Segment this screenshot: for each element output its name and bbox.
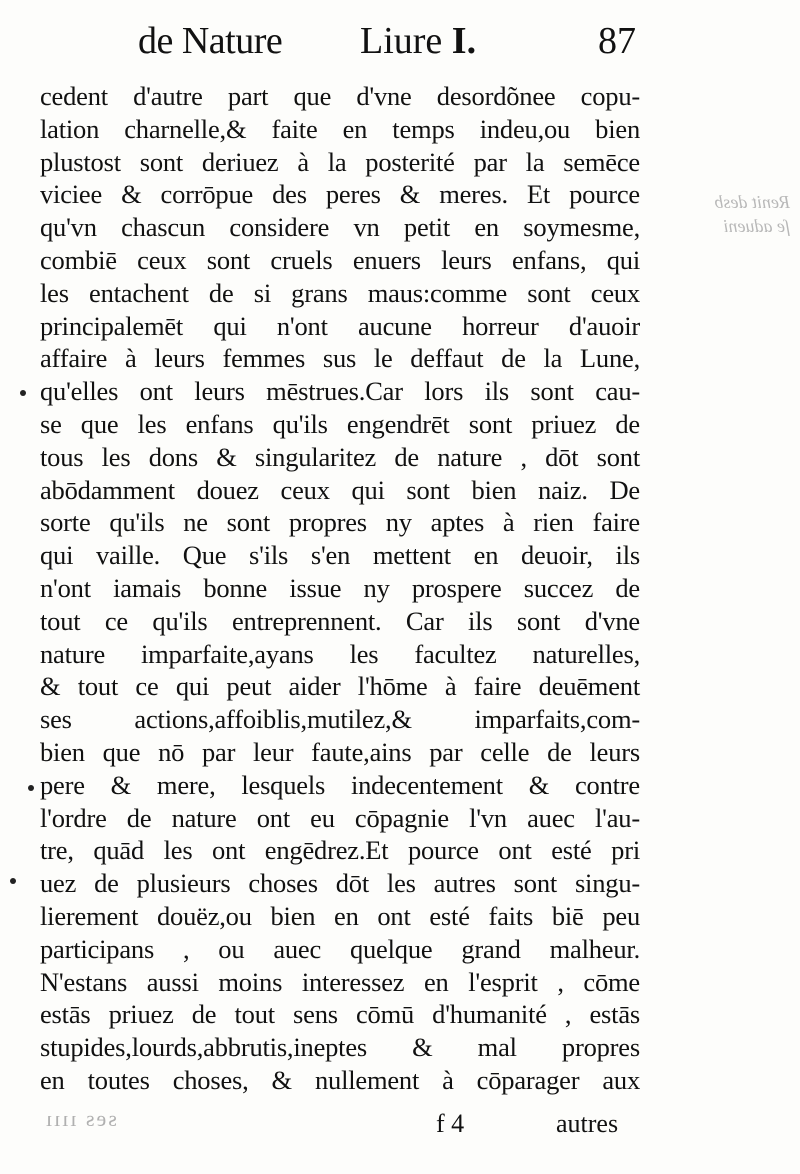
text-line: en toutes choses, & nullement à cōparager aux — [40, 1064, 640, 1095]
text-line: tout ce qu'ils entreprennent. Car ils sont d'vne — [40, 605, 640, 636]
text-line: qui vaille. Que s'ils s'en mettent en deuoir, ils — [40, 540, 640, 571]
running-title: de Nature — [138, 20, 283, 62]
text-line: ses actions,affoiblis,mutilez,& imparfaits,com- — [40, 704, 640, 735]
text-line: n'ont iamais bonne issue ny prospere succez de — [40, 572, 640, 603]
text-line: combiē ceux sont cruels enuers leurs enfans, qui — [40, 244, 640, 275]
margin-dot-mark — [28, 785, 34, 791]
text-line: N'estans aussi moins interessez en l'esprit , cōme — [40, 966, 640, 997]
margin-bleed-line: ſe adueni — [723, 216, 790, 236]
body-text — [40, 80, 640, 1097]
text-line: tre, quād les ont engēdrez.Et pource ont esté pri — [40, 835, 640, 866]
page-footer — [0, 1104, 800, 1144]
page-number: 87 — [598, 20, 636, 62]
margin-dot-mark — [20, 390, 26, 396]
text-line: estās priuez de tout sens cōmū d'humanité , estās — [40, 999, 640, 1030]
text-line: les entachent de si grans maus:comme sont ceux — [40, 277, 640, 308]
margin-dot-mark — [10, 878, 16, 884]
running-head — [138, 14, 658, 68]
text-line: l'ordre de nature ont eu cōpagnie l'vn auec l'au- — [40, 802, 640, 833]
text-line: nature imparfaite,ayans les facultez naturelles, — [40, 638, 640, 669]
text-line: qu'vn chascun considere vn petit en soymesme, — [40, 212, 640, 243]
chapter-label — [360, 14, 476, 68]
text-line: pere & mere, lesquels indecentement & contre — [40, 769, 640, 800]
text-line: tous les dons & singularitez de nature , dōt sont — [40, 441, 640, 472]
text-line: plustost sont deriuez à la posterité par la semēce — [40, 146, 640, 177]
text-line: cedent d'autre part que d'vne desordõnee copu- — [40, 81, 640, 111]
catchword: autres — [556, 1109, 619, 1138]
text-line: sorte qu'ils ne sont propres ny aptes à rien faire — [40, 507, 640, 538]
margin-bleed-through — [650, 190, 790, 238]
text-line: viciee & corrōpue des peres & meres. Et pource — [40, 179, 640, 210]
text-line: se que les enfans qu'ils engendrēt sont priuez de — [40, 408, 640, 439]
margin-bleed-line: Renit desb — [714, 192, 790, 212]
text-line: qu'elles ont leurs mēstrues.Car lors ils sont cau- — [40, 376, 640, 407]
chapter-word: Liure — [360, 20, 443, 62]
text-line: stupides,lourds,abbrutis,ineptes & mal propres — [40, 1032, 640, 1063]
chapter-number: I. — [451, 20, 477, 62]
text-line: abōdamment douez ceux qui sont bien naiz. De — [40, 474, 640, 505]
text-line: principalemēt qui n'ont aucune horreur d'auoir — [40, 310, 640, 341]
text-line: uez de plusieurs choses dōt les autres sont singu- — [40, 868, 640, 899]
bottom-bleed-through: ses ıııı — [44, 1106, 117, 1131]
text-line: lation charnelle,& faite en temps indeu,ou bien — [40, 113, 640, 144]
text-line: bien que nō par leur faute,ains par celle de leurs — [40, 736, 640, 767]
text-line: affaire à leurs femmes sus le deffaut de la Lune, — [40, 343, 640, 374]
text-line: & tout ce qui peut aider l'hōme à faire deuēment — [40, 671, 640, 702]
text-line: participans , ou auec quelque grand malheur. — [40, 933, 640, 964]
text-line: lierement douëz,ou bien en ont esté faits biē peu — [40, 900, 640, 931]
signature-mark: f 4 — [436, 1109, 465, 1138]
